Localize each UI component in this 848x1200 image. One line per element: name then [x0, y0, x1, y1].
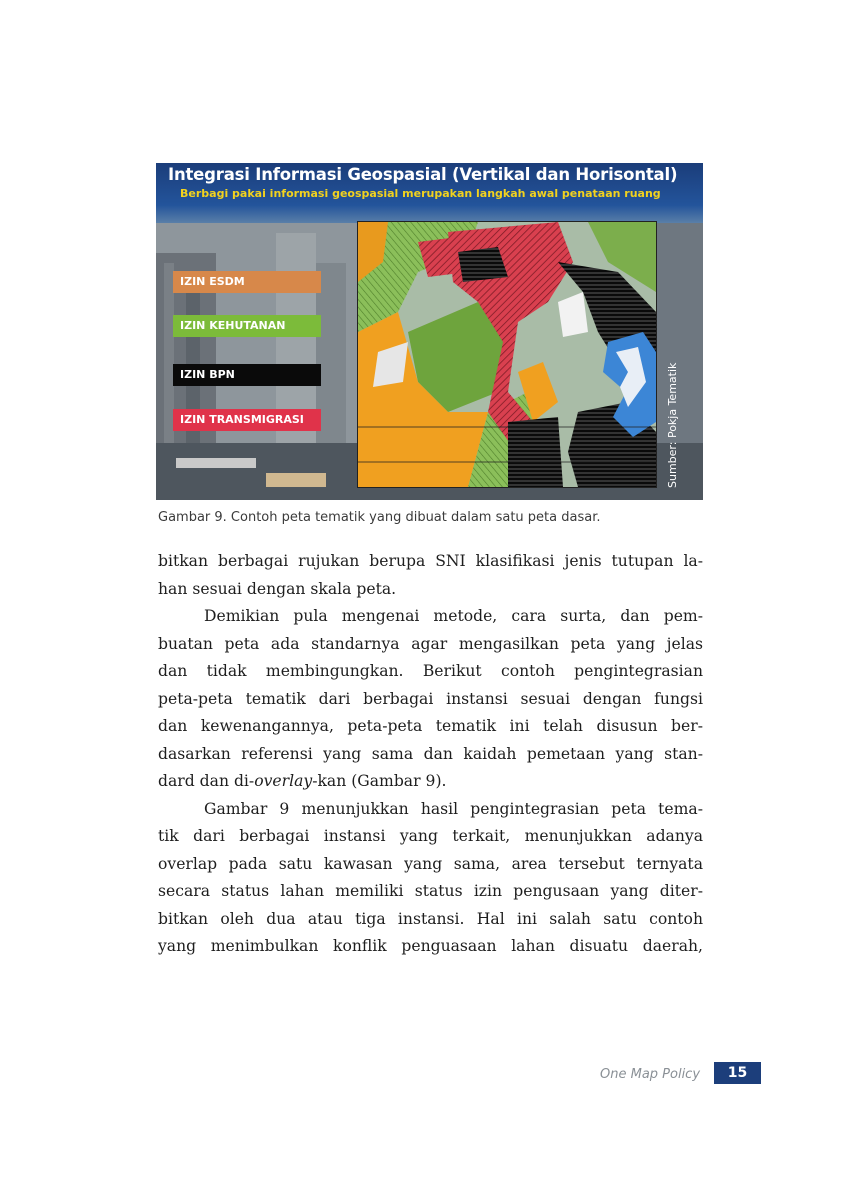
italic-term: overlay: [254, 772, 313, 790]
page-number: 15: [714, 1062, 761, 1084]
legend-izin-kehutanan: IZIN KEHUTANAN: [173, 315, 321, 337]
text-segment: dard dan di-: [158, 772, 255, 790]
text-line: dan tidak membingungkan. Berikut contoh pengintegrasian: [158, 662, 703, 680]
body-text: [158, 548, 703, 961]
figure-subtitle: Berbagi pakai informasi geospasial merupakan langkah awal penataan ruang: [180, 187, 661, 200]
figure-caption: Gambar 9. Contoh peta tematik yang dibuat dalam satu peta dasar.: [158, 510, 601, 525]
figure-source: Sumber: Pokja Tematik: [666, 362, 679, 488]
text-line: yang menimbulkan konflik penguasaan lahan disuatu daerah,: [158, 937, 703, 955]
overlay-map-graphic: [358, 222, 656, 487]
text-line: Gambar 9 menunjukkan hasil pengintegrasian peta tema-: [204, 799, 703, 818]
legend-izin-bpn: IZIN BPN: [173, 364, 321, 386]
overlay-map: [357, 221, 657, 488]
legend-izin-esdm: IZIN ESDM: [173, 271, 321, 293]
text-line: dasarkan referensi yang sama dan kaidah pemetaan yang stan-: [158, 744, 703, 763]
text-line: buatan peta ada standarnya agar mengasilkan peta yang jelas: [158, 634, 703, 653]
text-line: bitkan berbagai rujukan berupa SNI klasifikasi jenis tutupan la-: [158, 552, 703, 570]
text-line: bitkan oleh dua atau tiga instansi. Hal ini salah satu contoh: [158, 909, 703, 928]
running-footer-title: One Map Policy: [600, 1067, 701, 1082]
text-line: dan kewenangannya, peta-peta tematik ini telah disusun ber-: [158, 717, 703, 735]
text-line: overlap pada satu kawasan yang sama, area tersebut ternyata: [158, 854, 703, 873]
text-line: peta-peta tematik dari berbagai instansi sesuai dengan fungsi: [158, 689, 703, 708]
legend-izin-transmigrasi: IZIN TRANSMIGRASI: [173, 409, 321, 431]
text-line: tik dari berbagai instansi yang terkait, menunjukkan adanya: [158, 827, 703, 845]
text-segment: -kan (Gambar 9).: [312, 772, 447, 790]
text-line: [158, 768, 703, 796]
text-line: han sesuai dengan skala peta.: [158, 579, 397, 598]
thematic-map-figure: [156, 163, 703, 500]
text-line: Demikian pula mengenai metode, cara surta, dan pem-: [204, 607, 703, 625]
text-line: secara status lahan memiliki status izin pengusaan yang diter-: [158, 882, 703, 900]
figure-title: Integrasi Informasi Geospasial (Vertikal dan Horisontal): [168, 165, 678, 184]
